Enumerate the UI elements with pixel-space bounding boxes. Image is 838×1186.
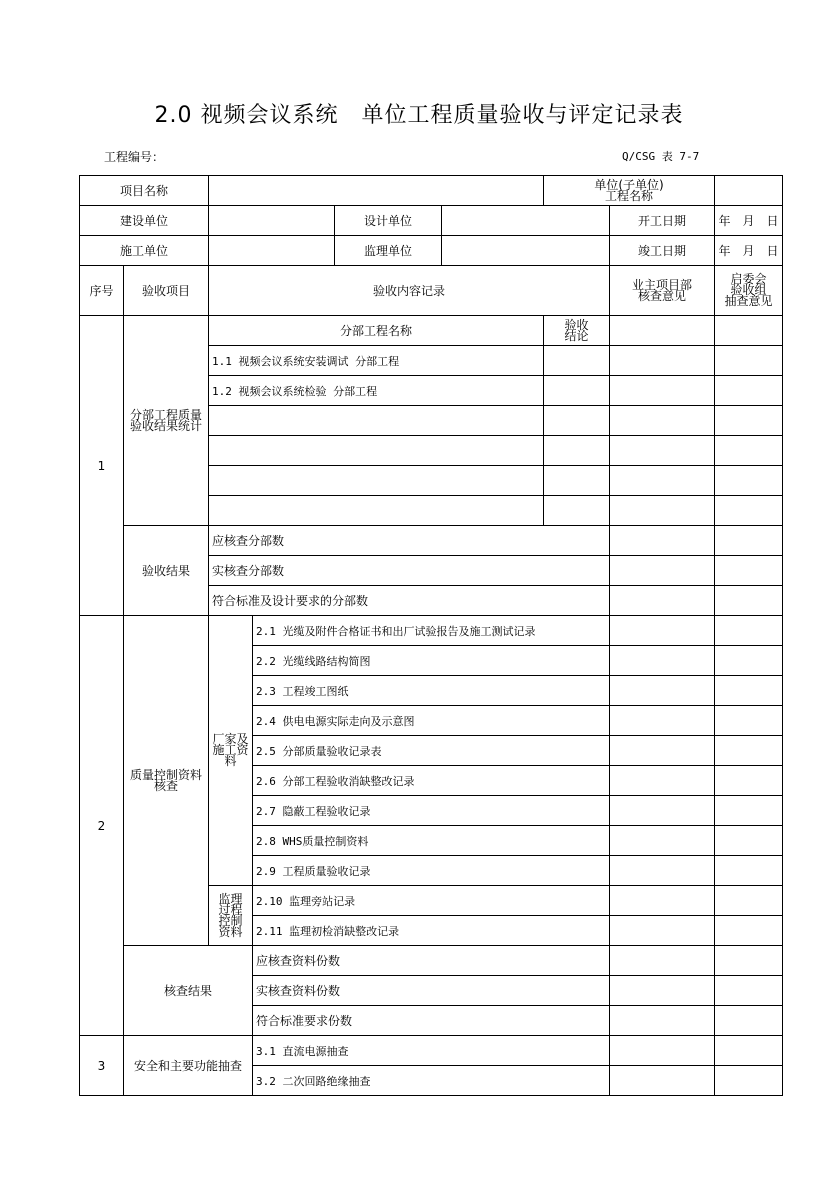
section1-item: 分部工程质量 验收结果统计 <box>124 316 209 526</box>
committee-cell[interactable] <box>715 1036 783 1066</box>
committee-cell[interactable] <box>715 796 783 826</box>
owner-cell[interactable] <box>610 586 715 616</box>
conclusion-cell[interactable] <box>544 346 610 376</box>
material-row: 2.9 工程质量验收记录 <box>253 856 610 886</box>
result-row: 应核查分部数 <box>209 526 610 556</box>
result-row: 实核查资料份数 <box>253 976 610 1006</box>
supervisor-unit-field[interactable] <box>442 236 610 266</box>
finish-date-label: 竣工日期 <box>610 236 715 266</box>
form-code: Q/CSG 表 7-7 <box>622 150 700 163</box>
conclusion-cell[interactable] <box>544 436 610 466</box>
committee-cell[interactable] <box>715 376 783 406</box>
owner-cell[interactable] <box>610 406 715 436</box>
material-row: 2.2 光缆线路结构简图 <box>253 646 610 676</box>
owner-cell[interactable] <box>610 706 715 736</box>
owner-cell[interactable] <box>610 616 715 646</box>
section2-result-label: 核查结果 <box>124 946 253 1036</box>
acceptance-table <box>79 175 783 1096</box>
header-item: 验收项目 <box>124 266 209 316</box>
material-row: 2.7 隐蔽工程验收记录 <box>253 796 610 826</box>
committee-cell[interactable] <box>715 586 783 616</box>
owner-cell[interactable] <box>610 916 715 946</box>
committee-cell[interactable] <box>715 466 783 496</box>
start-date-field[interactable]: 年 月 日 <box>715 206 783 236</box>
material-row: 2.1 光缆及附件合格证书和出厂试验报告及施工测试记录 <box>253 616 610 646</box>
committee-cell[interactable] <box>715 496 783 526</box>
header-seq: 序号 <box>80 266 124 316</box>
unit-project-field[interactable] <box>715 176 783 206</box>
subproject-row-empty[interactable] <box>209 496 544 526</box>
design-unit-label: 设计单位 <box>335 206 442 236</box>
supervision-row: 2.10 监理旁站记录 <box>253 886 610 916</box>
section3-item: 安全和主要功能抽查 <box>124 1036 253 1096</box>
result-row: 符合标准及设计要求的分部数 <box>209 586 610 616</box>
owner-cell[interactable] <box>610 466 715 496</box>
committee-cell[interactable] <box>715 616 783 646</box>
header-committee-opinion: 启委会 验收组 抽查意见 <box>715 266 783 316</box>
committee-cell[interactable] <box>715 676 783 706</box>
section2-seq: 2 <box>80 616 124 1036</box>
finish-date-field[interactable]: 年 月 日 <box>715 236 783 266</box>
owner-cell[interactable] <box>610 736 715 766</box>
project-name-field[interactable] <box>209 176 544 206</box>
committee-cell[interactable] <box>715 406 783 436</box>
committee-cell[interactable] <box>715 916 783 946</box>
committee-cell[interactable] <box>715 706 783 736</box>
supervisor-unit-label: 监理单位 <box>335 236 442 266</box>
owner-cell[interactable] <box>610 796 715 826</box>
owner-cell[interactable] <box>610 1036 715 1066</box>
material-row: 2.8 WHS质量控制资料 <box>253 826 610 856</box>
result-row: 实核查分部数 <box>209 556 610 586</box>
committee-cell[interactable] <box>715 1006 783 1036</box>
subproject-row: 1.2 视频会议系统检验 分部工程 <box>209 376 544 406</box>
owner-cell[interactable] <box>610 886 715 916</box>
section1-result-label: 验收结果 <box>124 526 209 616</box>
section2-group2-label: 监理 过程 控制 资料 <box>209 886 253 946</box>
material-row: 2.3 工程竣工图纸 <box>253 676 610 706</box>
owner-cell[interactable] <box>610 1066 715 1096</box>
material-row: 2.6 分部工程验收消缺整改记录 <box>253 766 610 796</box>
supervision-row: 2.11 监理初检消缺整改记录 <box>253 916 610 946</box>
owner-cell[interactable] <box>610 856 715 886</box>
material-row: 2.4 供电电源实际走向及示意图 <box>253 706 610 736</box>
section1-conclusion-header: 验收 结论 <box>544 316 610 346</box>
owner-cell[interactable] <box>610 436 715 466</box>
construction-unit-field[interactable] <box>209 206 335 236</box>
owner-cell[interactable] <box>610 346 715 376</box>
committee-cell[interactable] <box>715 886 783 916</box>
header-content: 验收内容记录 <box>209 266 610 316</box>
subproject-row: 1.1 视频会议系统安装调试 分部工程 <box>209 346 544 376</box>
owner-cell[interactable] <box>610 526 715 556</box>
owner-cell[interactable] <box>610 676 715 706</box>
owner-cell[interactable] <box>610 976 715 1006</box>
project-name-label: 项目名称 <box>80 176 209 206</box>
owner-cell[interactable] <box>610 316 715 346</box>
section2-group1-label: 厂家及 施工资 料 <box>209 616 253 886</box>
owner-cell[interactable] <box>610 826 715 856</box>
conclusion-cell[interactable] <box>544 376 610 406</box>
committee-cell[interactable] <box>715 346 783 376</box>
owner-cell[interactable] <box>610 646 715 676</box>
page-title: 2.0 视频会议系统 单位工程质量验收与评定记录表 <box>154 103 684 128</box>
conclusion-cell[interactable] <box>544 406 610 436</box>
result-row: 符合标准要求份数 <box>253 1006 610 1036</box>
subproject-row-empty[interactable] <box>209 466 544 496</box>
construction-unit-label: 建设单位 <box>80 206 209 236</box>
section3-seq: 3 <box>80 1036 124 1096</box>
inspection-row: 3.1 直流电源抽查 <box>253 1036 610 1066</box>
committee-cell[interactable] <box>715 1066 783 1096</box>
section2-item: 质量控制资料 核查 <box>124 616 209 946</box>
committee-cell[interactable] <box>715 766 783 796</box>
section1-subheader: 分部工程名称 <box>209 316 544 346</box>
committee-cell[interactable] <box>715 556 783 586</box>
committee-cell[interactable] <box>715 646 783 676</box>
result-row: 应核查资料份数 <box>253 946 610 976</box>
owner-cell[interactable] <box>610 946 715 976</box>
committee-cell[interactable] <box>715 736 783 766</box>
committee-cell[interactable] <box>715 316 783 346</box>
section1-seq: 1 <box>80 316 124 616</box>
subproject-row-empty[interactable] <box>209 406 544 436</box>
conclusion-cell[interactable] <box>544 496 610 526</box>
start-date-label: 开工日期 <box>610 206 715 236</box>
committee-cell[interactable] <box>715 436 783 466</box>
owner-cell[interactable] <box>610 556 715 586</box>
inspection-row: 3.2 二次回路绝缘抽查 <box>253 1066 610 1096</box>
project-no-label: 工程编号： <box>104 150 165 164</box>
owner-cell[interactable] <box>610 496 715 526</box>
material-row: 2.5 分部质量验收记录表 <box>253 736 610 766</box>
committee-cell[interactable] <box>715 826 783 856</box>
builder-unit-label: 施工单位 <box>80 236 209 266</box>
header-owner-opinion: 业主项目部 核查意见 <box>610 266 715 316</box>
builder-unit-field[interactable] <box>209 236 335 266</box>
owner-cell[interactable] <box>610 766 715 796</box>
owner-cell[interactable] <box>610 376 715 406</box>
owner-cell[interactable] <box>610 1006 715 1036</box>
conclusion-cell[interactable] <box>544 466 610 496</box>
subproject-row-empty[interactable] <box>209 436 544 466</box>
design-unit-field[interactable] <box>442 206 610 236</box>
unit-project-label: 单位(子单位) 工程名称 <box>544 176 715 206</box>
committee-cell[interactable] <box>715 856 783 886</box>
committee-cell[interactable] <box>715 526 783 556</box>
committee-cell[interactable] <box>715 946 783 976</box>
committee-cell[interactable] <box>715 976 783 1006</box>
